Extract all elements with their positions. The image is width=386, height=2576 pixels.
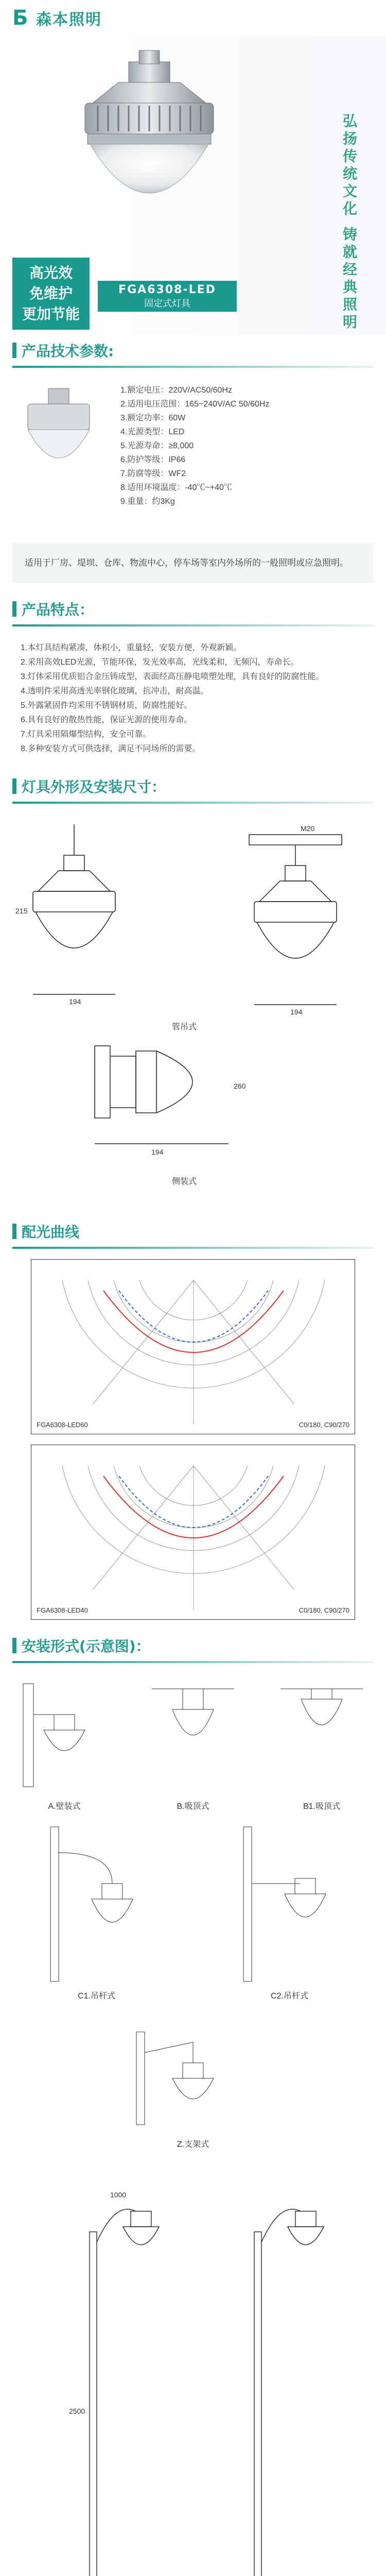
ceiling-mount-alt-drawing <box>270 1673 373 1797</box>
model-name: FGA6308-LED <box>118 283 216 296</box>
curve-1-legend: C0/180, C90/270 <box>299 1421 349 1429</box>
feature-item: 4.透明件采用高透光率钢化玻璃，抗冲击，耐高温。 <box>21 687 209 696</box>
divider <box>12 802 374 804</box>
model-subtitle: 固定式灯具 <box>144 298 190 309</box>
feature-item: 5.外露紧固件均采用不锈钢材质，防腐性能好。 <box>21 701 192 710</box>
curve-2-model: FGA6308-LED40 <box>37 1606 88 1614</box>
ceiling-mount-drawing <box>142 1673 244 1797</box>
mount-label: B1.吸顶式 <box>303 1802 341 1811</box>
mount-z <box>116 2011 270 2149</box>
usage-intro: 适用于厂房、堤坝、仓库、物流中心，停车场等室内外场所的一般照明或应急照明。 <box>12 543 374 583</box>
section-bar-icon <box>12 778 16 794</box>
section-title: 安装形式(示意图)： <box>22 1638 150 1655</box>
section-title: 产品技术参数: <box>22 343 114 360</box>
feature-item: 7.灯具采用隔爆型结构，安全可靠。 <box>21 730 151 739</box>
brand-logo-icon: Б <box>12 6 28 30</box>
badge-line-2: 免维护 <box>29 285 73 302</box>
curve-1-model: FGA6308-LED60 <box>37 1421 88 1429</box>
section-install <box>0 1630 386 1661</box>
feature-item: 6.具有良好的散热性能，保证光源的使用寿命。 <box>21 716 192 724</box>
param-item: 3.额定功率：60W <box>120 414 186 422</box>
section-bar-icon <box>12 1638 16 1653</box>
feature-badge <box>12 258 90 330</box>
feature-item: 1.本灯具结构紧凑，体积小，重量轻，安装方便，外观新颖。 <box>21 643 242 652</box>
param-item: 7.防腐等级：WF2 <box>120 469 186 478</box>
params-block <box>0 368 386 533</box>
hero-slogan: 弘扬传统文化 铸就经典照明 <box>341 113 358 332</box>
feature-item: 3.灯体采用优质铝合金压铸成型，表面经高压静电喷塑处理，具有良好的防腐性能。 <box>21 672 324 681</box>
curve-2-legend: C0/180, C90/270 <box>299 1606 349 1614</box>
mount-b1 <box>270 1673 373 1811</box>
pendant-lamp-drawing-right <box>249 835 342 1005</box>
feature-item: 8.多种安装方式可供选择，满足不同场所的需要。 <box>21 744 201 753</box>
mount-row-1 <box>0 1673 386 1811</box>
section-bar-icon <box>12 601 16 617</box>
param-item: 2.适用电压范围：165~240V/AC 50/60Hz <box>120 400 270 409</box>
dim-label-194: 194 <box>69 997 81 1006</box>
dim-label-260: 260 <box>234 1082 246 1090</box>
section-curves <box>0 1216 386 1247</box>
divider <box>12 1661 374 1663</box>
brand-name: 森本照明 <box>36 11 102 29</box>
polar-grid-1 <box>31 1260 355 1434</box>
feature-item: 2.采用高效LED光源，节能环保，发光效率高，光线柔和，无频闪，寿命长。 <box>21 658 299 667</box>
polar-grid-2 <box>31 1445 355 1619</box>
mount-c2 <box>213 1822 367 2001</box>
param-item: 1.额定电压：220V/AC50/60Hz <box>120 386 232 395</box>
side-lamp-drawing <box>95 1046 229 1144</box>
section-title: 产品特点： <box>22 601 94 618</box>
pole-drawing-svg <box>12 2170 374 2576</box>
divider <box>12 1247 374 1249</box>
bracket-mount-drawing <box>116 2011 270 2135</box>
mount-a <box>13 1673 116 1811</box>
lamp-thumbnail-image <box>12 383 105 517</box>
mount-b <box>142 1673 244 1811</box>
light-curve-1 <box>31 1259 355 1434</box>
pole-mount-c1-drawing <box>20 1822 174 1987</box>
wall-mount-drawing <box>13 1673 116 1797</box>
section-features <box>0 594 386 624</box>
mount-row-3 <box>0 2011 386 2149</box>
dimension-drawings <box>12 814 374 1206</box>
param-item: 4.光源类型：LED <box>120 428 185 436</box>
badge-line-3: 更加节能 <box>22 306 80 323</box>
section-params <box>0 335 386 366</box>
side-caption: 侧装式 <box>172 1177 197 1186</box>
pole-dim-2500: 2500 <box>69 2407 85 2415</box>
light-curve-2 <box>31 1445 355 1620</box>
mount-label: B.吸顶式 <box>177 1802 209 1811</box>
param-item: 9.重量：约3Kg <box>120 497 175 506</box>
dimension-drawing-svg <box>12 814 374 1206</box>
header <box>0 0 386 36</box>
mount-label: C2.吊杆式 <box>271 1992 308 2001</box>
model-strip <box>98 281 237 312</box>
pole-drawings <box>12 2170 374 2576</box>
mount-row-2 <box>0 1822 386 2001</box>
dim-label-194-side: 194 <box>151 1148 164 1156</box>
section-bar-icon <box>12 343 16 358</box>
section-title: 灯具外形及安装尺寸： <box>22 778 166 795</box>
feature-list <box>0 626 386 771</box>
hero-banner <box>0 36 386 335</box>
pole-mount-c2-drawing <box>213 1822 367 1987</box>
pole-dim-1000: 1000 <box>110 2191 127 2199</box>
mount-label: A.壁装式 <box>48 1802 81 1811</box>
mount-label: Z.支架式 <box>177 2140 209 2149</box>
mount-label: C1.吊杆式 <box>78 1992 115 2001</box>
lamp-hero-image <box>57 46 242 252</box>
dim-label-215: 215 <box>15 907 28 915</box>
pendant-caption: 管吊式 <box>172 1023 197 1031</box>
mount-c1 <box>20 1822 174 2001</box>
pendant-lamp-drawing-left <box>33 824 115 994</box>
param-list <box>120 383 269 517</box>
param-item: 6.防护等级：IP66 <box>120 455 186 464</box>
dim-label-m20: M20 <box>301 824 315 833</box>
section-bar-icon <box>12 1224 16 1239</box>
dim-label-194-right: 194 <box>290 1008 303 1016</box>
section-dimensions <box>0 771 386 802</box>
param-item: 5.光源寿命：≥8,000 <box>120 442 194 450</box>
param-item: 8.适用环境温度：-40℃~+40℃ <box>120 483 232 492</box>
section-title: 配光曲线 <box>22 1224 80 1241</box>
badge-line-1: 高光效 <box>29 264 73 281</box>
